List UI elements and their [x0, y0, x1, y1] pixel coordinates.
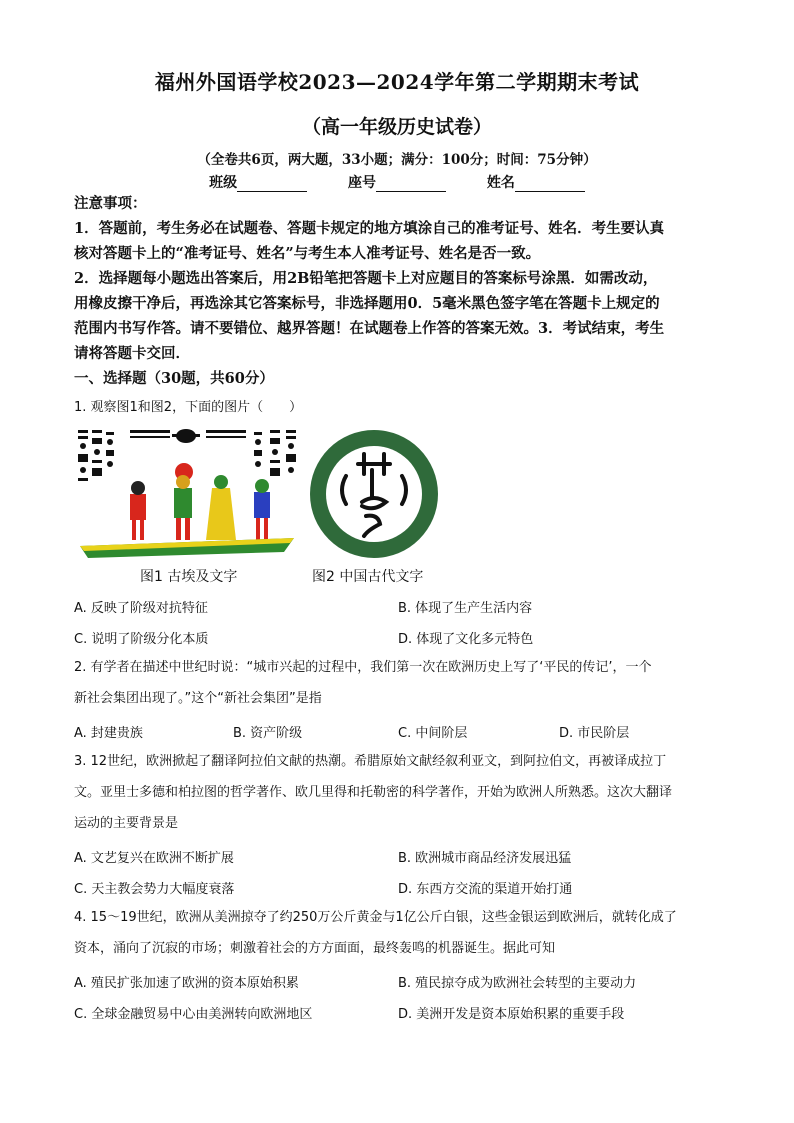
- q4-option-a[interactable]: A. 殖民扩张加速了欧洲的资本原始积累: [74, 976, 299, 991]
- q2-option-b[interactable]: B. 资产阶级: [233, 726, 303, 741]
- seat-field: [348, 172, 446, 192]
- question-1-stem: 1. 观察图1和图2，下面的图片（ ）: [74, 400, 303, 415]
- q1-option-c[interactable]: C. 说明了阶级分化本质: [74, 632, 209, 647]
- q3-option-a[interactable]: A. 文艺复兴在欧洲不断扩展: [74, 851, 234, 866]
- q2-option-c[interactable]: C. 中间阶层: [398, 726, 468, 741]
- q4-option-c[interactable]: C. 全球金融贸易中心由美洲转向欧洲地区: [74, 1007, 313, 1022]
- figure-2-caption: 图2 中国古代文字: [312, 569, 424, 585]
- notice-line: 1．答题前，考生务必在试题卷、答题卡规定的地方填涂自己的准考证号、姓名．考生要认真: [74, 220, 665, 237]
- name-label: 姓名: [486, 175, 515, 191]
- exam-title: 福州外国语学校2023—2024学年第二学期期末考试: [154, 70, 640, 94]
- notice-line: 范围内书写作答。请不要错位、越界答题！在试题卷上作答的答案无效。3．考试结束，考生: [74, 320, 665, 337]
- q4-option-b[interactable]: B. 殖民掠夺成为欧洲社会转型的主要动力: [398, 976, 637, 991]
- question-2-stem: 新社会集团出现了。”这个“新社会集团”是指: [74, 691, 322, 706]
- name-blank: [515, 177, 585, 192]
- question-2-stem: 2. 有学者在描述中世纪时说：“城市兴起的过程中，我们第一次在欧洲历史上写了‘平民的传记’，一个: [74, 660, 652, 675]
- section-heading: 一、选择题（30题，共60分）: [74, 370, 274, 387]
- q1-option-b[interactable]: B. 体现了生产生活内容: [398, 601, 533, 616]
- name-field: [487, 172, 585, 192]
- question-4-stem: 资本，涌向了沉寂的市场；刺激着社会的方方面面，最终轰鸣的机器诞生。据此可知: [74, 941, 556, 956]
- egyptian-writing-figure: [74, 424, 300, 564]
- q2-option-d[interactable]: D. 市民阶层: [559, 726, 630, 741]
- question-3-stem: 运动的主要背景是: [74, 816, 179, 831]
- question-3-stem: 3. 12世纪，欧洲掀起了翻译阿拉伯文献的热潮。希腊原始文献经叙利亚文，到阿拉伯文，再被译成拉丁: [74, 754, 667, 769]
- q1-option-a[interactable]: A. 反映了阶级对抗特征: [74, 601, 208, 616]
- student-info-fields: [0, 172, 794, 192]
- exam-subtitle: （高一年级历史试卷）: [301, 116, 492, 138]
- figure-1-caption: 图1 古埃及文字: [140, 569, 238, 585]
- exam-info: （全卷共6页，两大题，33小题；满分：100分；时间：75分钟）: [197, 152, 597, 168]
- q3-option-d[interactable]: D. 东西方交流的渠道开始打通: [398, 882, 573, 897]
- notice-line: 2．选择题每小题选出答案后，用2B铅笔把答题卡上对应题目的答案标号涂黑．如需改动，: [74, 270, 658, 287]
- seat-blank: [376, 177, 446, 192]
- class-blank: [237, 177, 307, 192]
- q1-option-d[interactable]: D. 体现了文化多元特色: [398, 632, 534, 647]
- q3-option-c[interactable]: C. 天主教会势力大幅度衰落: [74, 882, 235, 897]
- q2-option-a[interactable]: A. 封建贵族: [74, 726, 143, 741]
- question-3-stem: 文。亚里士多德和柏拉图的哲学著作、欧几里得和托勒密的科学著作，开始为欧洲人所熟悉。这次大翻译: [74, 785, 673, 800]
- notice-line: 用橡皮擦干净后，再选涂其它答案标号，非选择题用0．5毫米黑色签字笔在答题卡上规定的: [74, 295, 660, 312]
- question-4-stem: 4. 15～19世纪，欧洲从美洲掠夺了约250万公斤黄金与1亿公斤白银，这些金银运到欧洲后，就转化成了: [74, 910, 677, 925]
- notice-line: 请将答题卡交回．: [74, 345, 190, 362]
- q4-option-d[interactable]: D. 美洲开发是资本原始积累的重要手段: [398, 1007, 625, 1022]
- class-field: [209, 172, 307, 192]
- seat-label: 座号: [348, 175, 376, 191]
- notice-heading: 注意事项：: [74, 195, 147, 212]
- class-label: 班级: [209, 175, 238, 191]
- q3-option-b[interactable]: B. 欧洲城市商品经济发展迅猛: [398, 851, 572, 866]
- notice-line: 核对答题卡上的“准考证号、姓名”与考生本人准考证号、姓名是否一致。: [74, 245, 541, 262]
- chinese-seal-figure: [306, 424, 442, 564]
